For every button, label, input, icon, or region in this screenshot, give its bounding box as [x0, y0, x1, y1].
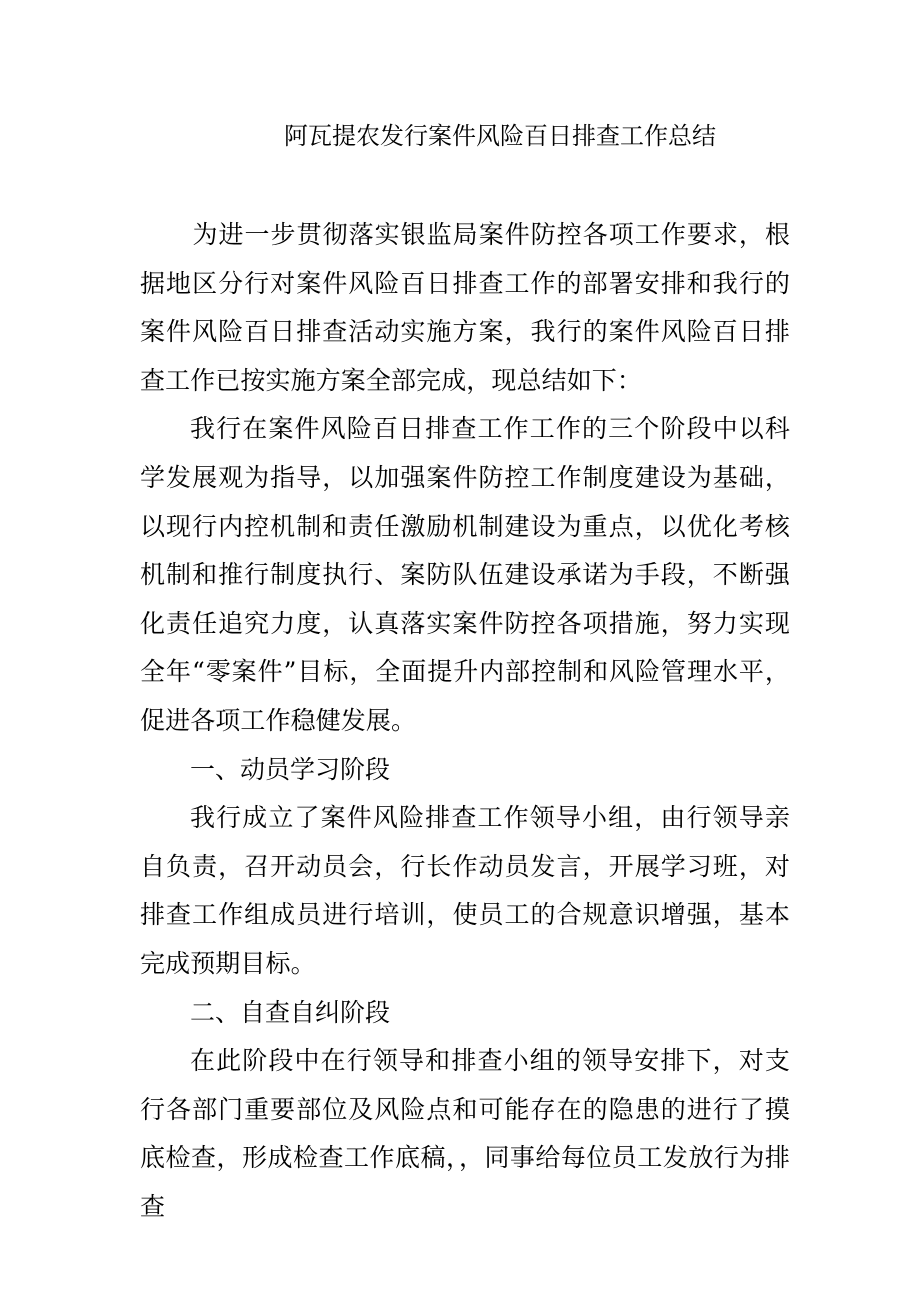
section-2-heading: 二、自查自纠阶段 [190, 997, 391, 1027]
document-body [140, 211, 790, 1231]
intro-paragraph: 为进一步贯彻落实银监局案件防控各项工作要求，根据地区分行对案件风险百日排查工作的部署安排和我行的案件风险百日排查活动实施方案，我行的案件风险百日排查工作已按实施方案全部完成，现总结如下： [140, 220, 790, 395]
section-1-heading: 一、动员学习阶段 [190, 754, 391, 784]
section-2-paragraph: 在此阶段中在行领导和排查小组的领导安排下，对支行各部门重要部位及风险点和可能存在的隐患的进行了摸底检查，形成检查工作底稿，，同事给每位员工发放行为排查 [140, 1046, 790, 1221]
overview-paragraph: 我行在案件风险百日排查工作工作的三个阶段中以科学发展观为指导，以加强案件防控工作制度建设为基础，以现行内控机制和责任激励机制建设为重点，以优化考核机制和推行制度执行、案防队伍建设承诺为手段，不断强化责任追究力度，认真落实案件防控各项措施，努力实现全年“零案件”目标，全面提升内部控制和风险管理水平，促进各项工作稳健发展。 [140, 414, 790, 735]
section-1-paragraph: 我行成立了案件风险排查工作领导小组，由行领导亲自负责，召开动员会，行长作动员发言，开展学习班，对排查工作组成员进行培训，使员工的合规意识增强，基本完成预期目标。 [140, 803, 790, 978]
document-title: 阿瓦提农发行案件风险百日排查工作总结 [284, 122, 716, 150]
